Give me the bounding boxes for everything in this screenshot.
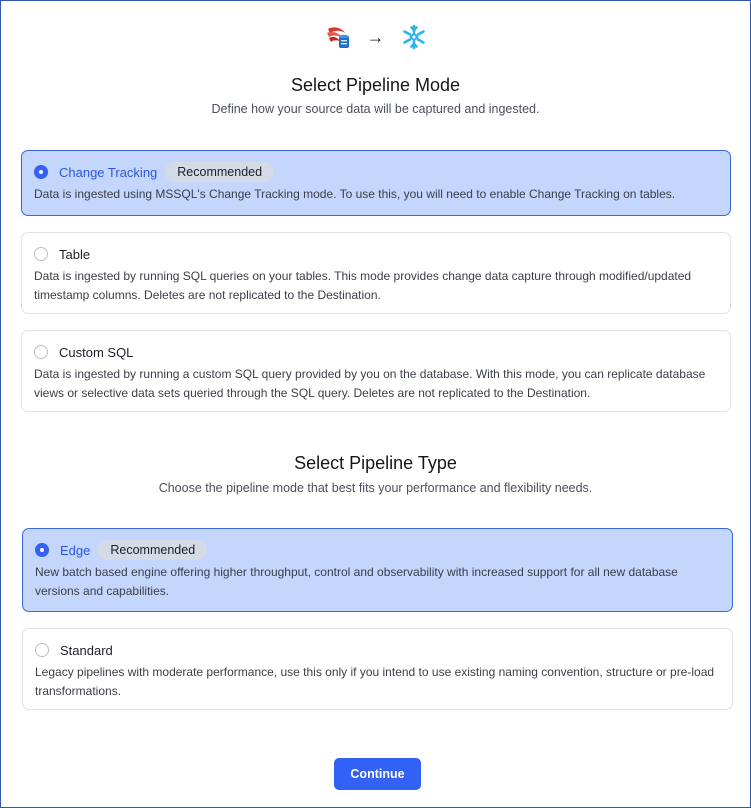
mode-option-table[interactable] xyxy=(21,232,731,314)
option-description: Data is ingested using MSSQL's Change Tracking mode. To use this, you will need to enable Change Tracking on tables. xyxy=(34,187,676,201)
pipeline-type-subtitle: Choose the pipeline mode that best fits your performance and flexibility needs. xyxy=(158,481,593,495)
snowflake-logo-icon xyxy=(401,24,427,50)
option-label: Edge xyxy=(60,542,91,558)
radio-custom-sql[interactable] xyxy=(34,345,48,359)
radio-edge[interactable] xyxy=(35,543,49,557)
radio-change-tracking[interactable] xyxy=(34,165,48,179)
radio-table[interactable] xyxy=(34,247,48,261)
option-description: Data is ingested by running a custom SQL query provided by you on the database. With this mode, you can replicate database views or selective data sets queried through the SQL query. Deletes are not replicated to the Destination. xyxy=(34,367,706,400)
radio-standard[interactable] xyxy=(35,643,49,657)
mode-option-change-tracking[interactable] xyxy=(21,150,731,216)
pipeline-mode-subtitle: Define how your source data will be captured and ingested. xyxy=(211,102,540,116)
type-option-standard[interactable] xyxy=(22,628,733,710)
pipeline-type-title: Select Pipeline Type xyxy=(294,453,457,473)
mode-option-custom-sql[interactable] xyxy=(21,330,731,412)
arrow-right-icon: → xyxy=(366,27,385,47)
option-label: Standard xyxy=(60,642,113,658)
option-description: New batch based engine offering higher throughput, control and observability with increased support for all new database versions and capabilities. xyxy=(35,565,678,598)
type-option-edge[interactable] xyxy=(22,528,733,612)
option-label: Custom SQL xyxy=(59,344,134,360)
option-label: Table xyxy=(59,246,91,262)
option-description: Legacy pipelines with moderate performance, use this only if you intend to use existing naming convention, structure or pre-load transformations. xyxy=(35,665,715,698)
recommended-badge: Recommended xyxy=(98,540,207,560)
pipeline-mode-title: Select Pipeline Mode xyxy=(290,75,461,95)
option-label: Change Tracking xyxy=(59,164,158,180)
recommended-badge: Recommended xyxy=(165,162,274,182)
continue-button[interactable]: Continue xyxy=(334,758,421,790)
integration-header xyxy=(0,24,751,50)
option-description: Data is ingested by running SQL queries on your tables. This mode provides change data capture through modified/updated timestamp columns. Deletes are not replicated to the Destination. xyxy=(34,269,692,302)
mssql-logo-icon xyxy=(325,24,351,50)
